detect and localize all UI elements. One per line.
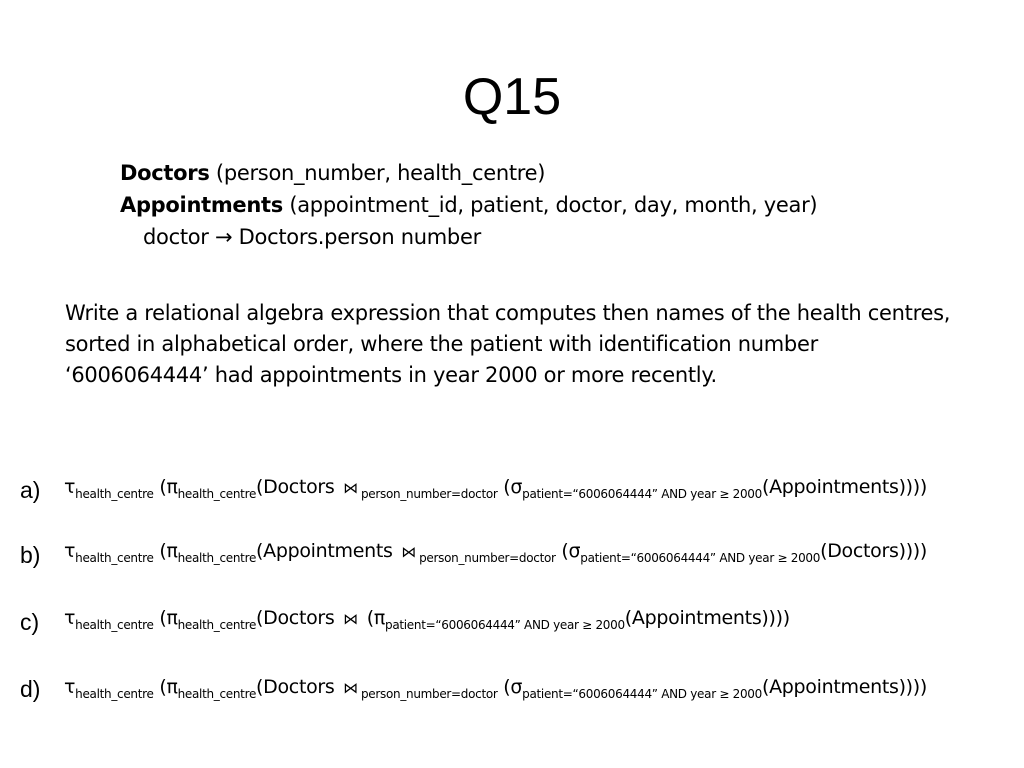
projection-attribute: health_centre (177, 551, 257, 565)
join-icon: ⋈ (343, 479, 358, 497)
join-condition: person_number=doctor (419, 551, 556, 565)
join-condition: person_number=doctor (360, 487, 498, 501)
option-a-label[interactable]: a) (20, 477, 41, 503)
tau-symbol: τ (64, 476, 76, 498)
question-line: Write a relational algebra expression that computes then names of the health centres, (65, 301, 951, 325)
inner-operator-open: (σ (561, 540, 581, 562)
doctors-relation-name: Doctors (120, 161, 210, 185)
right-relation: (Appointments)))) (624, 607, 790, 629)
left-relation: (Doctors (256, 607, 335, 629)
join-icon: ⋈ (401, 543, 417, 561)
sort-attribute: health_centre (75, 551, 154, 565)
appointments-attributes: (appointment_id, patient, doctor, day, month, year) (289, 193, 818, 217)
sort-attribute: health_centre (75, 487, 154, 501)
projection-attribute: health_centre (177, 618, 257, 632)
tau-symbol: τ (64, 540, 76, 562)
join-icon: ⋈ (343, 679, 358, 697)
appointments-schema (120, 189, 817, 221)
sort-attribute: health_centre (75, 618, 154, 632)
pi-open: (π (159, 676, 178, 698)
tau-symbol: τ (64, 607, 76, 629)
pi-open: (π (159, 540, 178, 562)
pi-open: (π (159, 476, 178, 498)
left-relation: (Appointments (256, 540, 393, 562)
option-d-label[interactable]: d) (20, 676, 41, 702)
projection-attribute: health_centre (177, 487, 257, 501)
option-c-expression (64, 607, 790, 632)
join-condition: person_number=doctor (360, 687, 498, 701)
question-text (65, 298, 970, 391)
appointments-relation-name: Appointments (120, 193, 283, 217)
option-b-expression (64, 540, 928, 565)
inner-operator-open: (σ (503, 676, 523, 698)
question-line: sorted in alphabetical order, where the patient with identification number (65, 332, 818, 356)
foreign-key: doctor → Doctors.person number (143, 225, 481, 249)
left-relation: (Doctors (256, 676, 335, 698)
selection-condition: patient=“6006064444” AND year ≥ 2000 (385, 618, 625, 632)
sort-attribute: health_centre (75, 687, 154, 701)
inner-operator-open: (π (366, 607, 385, 629)
inner-operator-open: (σ (503, 476, 523, 498)
right-relation: (Doctors)))) (820, 540, 928, 562)
selection-condition: patient=“6006064444” AND year ≥ 2000 (522, 487, 762, 501)
option-c-label[interactable]: c) (20, 609, 40, 635)
projection-attribute: health_centre (177, 687, 257, 701)
left-relation: (Doctors (256, 476, 335, 498)
question-line: ‘6006064444’ had appointments in year 2000 or more recently. (65, 363, 717, 387)
selection-condition: patient=“6006064444” AND year ≥ 2000 (522, 687, 762, 701)
option-b-label[interactable]: b) (20, 542, 41, 568)
doctors-schema (120, 157, 817, 189)
slide-title: Q15 (462, 68, 562, 126)
doctors-attributes: (person_number, health_centre) (215, 161, 546, 185)
join-icon: ⋈ (343, 610, 358, 628)
selection-condition: patient=“6006064444” AND year ≥ 2000 (580, 551, 821, 565)
pi-open: (π (159, 607, 178, 629)
option-a-expression (64, 476, 928, 501)
right-relation: (Appointments)))) (761, 676, 928, 698)
right-relation: (Appointments)))) (761, 476, 928, 498)
option-d-expression (64, 676, 928, 701)
schema-block (120, 157, 817, 253)
tau-symbol: τ (64, 676, 76, 698)
